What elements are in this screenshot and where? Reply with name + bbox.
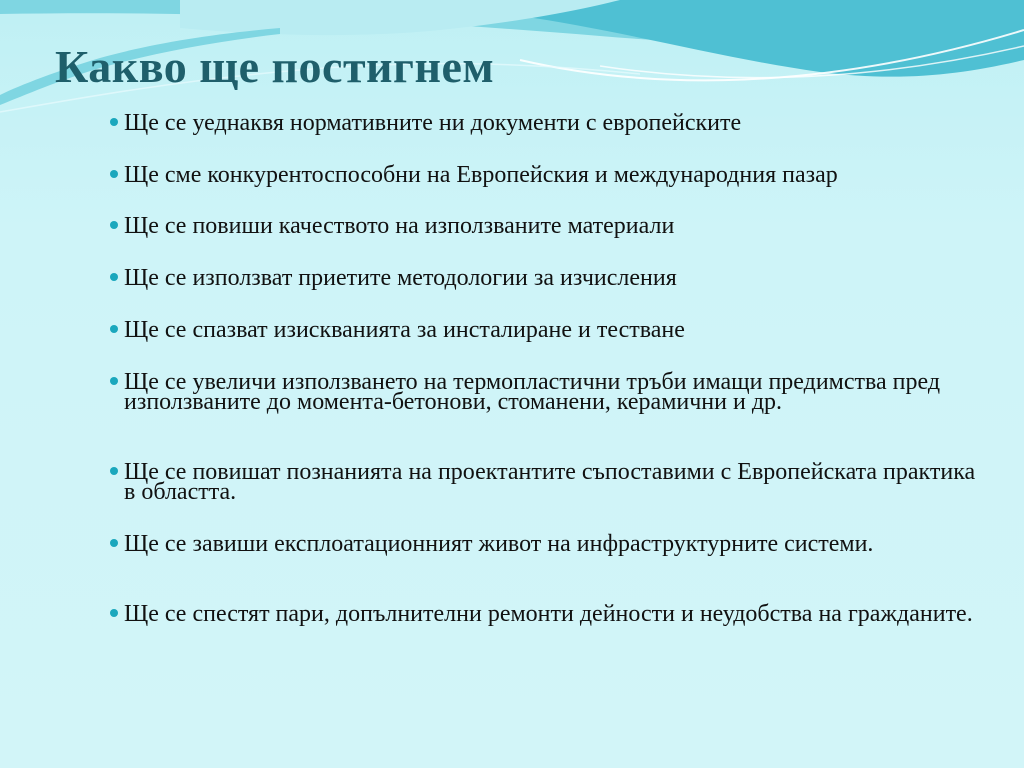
slide-title: Какво ще постигнем	[55, 41, 495, 92]
bullet-item	[110, 265, 990, 291]
bullet-dot-icon	[110, 377, 118, 385]
bullet-item	[110, 459, 990, 505]
bullet-text: Ще се спазват изискванията за инсталиране и тестване	[124, 317, 685, 343]
bullet-item	[110, 110, 990, 136]
bullet-dot-icon	[110, 609, 118, 617]
bullet-text: Ще се спестят пари, допълнителни ремонти дейности и неудобства на гражданите.	[124, 601, 973, 627]
bullet-dot-icon	[110, 170, 118, 178]
bullet-text: Ще се завиши експлоатационният живот на инфраструктурните системи.	[124, 531, 874, 557]
bullet-item	[110, 213, 990, 239]
bullet-item	[110, 601, 990, 627]
bullet-text: Ще се повишат познанията на проектантите съпоставими с Европейската практика в областта.	[124, 459, 976, 505]
bullet-text: Ще се уеднаквя нормативните ни документи с европейските	[124, 110, 742, 136]
bullet-text: Ще сме конкурентоспособни на Европейския и международния пазар	[124, 162, 838, 188]
bullet-text: Ще се повиши качеството на използваните материали	[124, 213, 675, 239]
bullet-dot-icon	[110, 118, 118, 126]
bullet-dot-icon	[110, 539, 118, 547]
bullet-item	[110, 162, 990, 188]
bullet-dot-icon	[110, 273, 118, 281]
bullet-dot-icon	[110, 467, 118, 475]
bullet-item	[110, 317, 990, 343]
bullet-item	[110, 369, 990, 415]
bullet-item	[110, 531, 990, 557]
bullet-dot-icon	[110, 325, 118, 333]
bullet-text: Ще се увеличи използването на термопластични тръби имащи предимства пред използваните до момента-бетонови, стоманени, керамични и др.	[124, 369, 941, 415]
bullet-text: Ще се използват приетите методологии за изчисления	[124, 265, 677, 291]
bullet-dot-icon	[110, 221, 118, 229]
